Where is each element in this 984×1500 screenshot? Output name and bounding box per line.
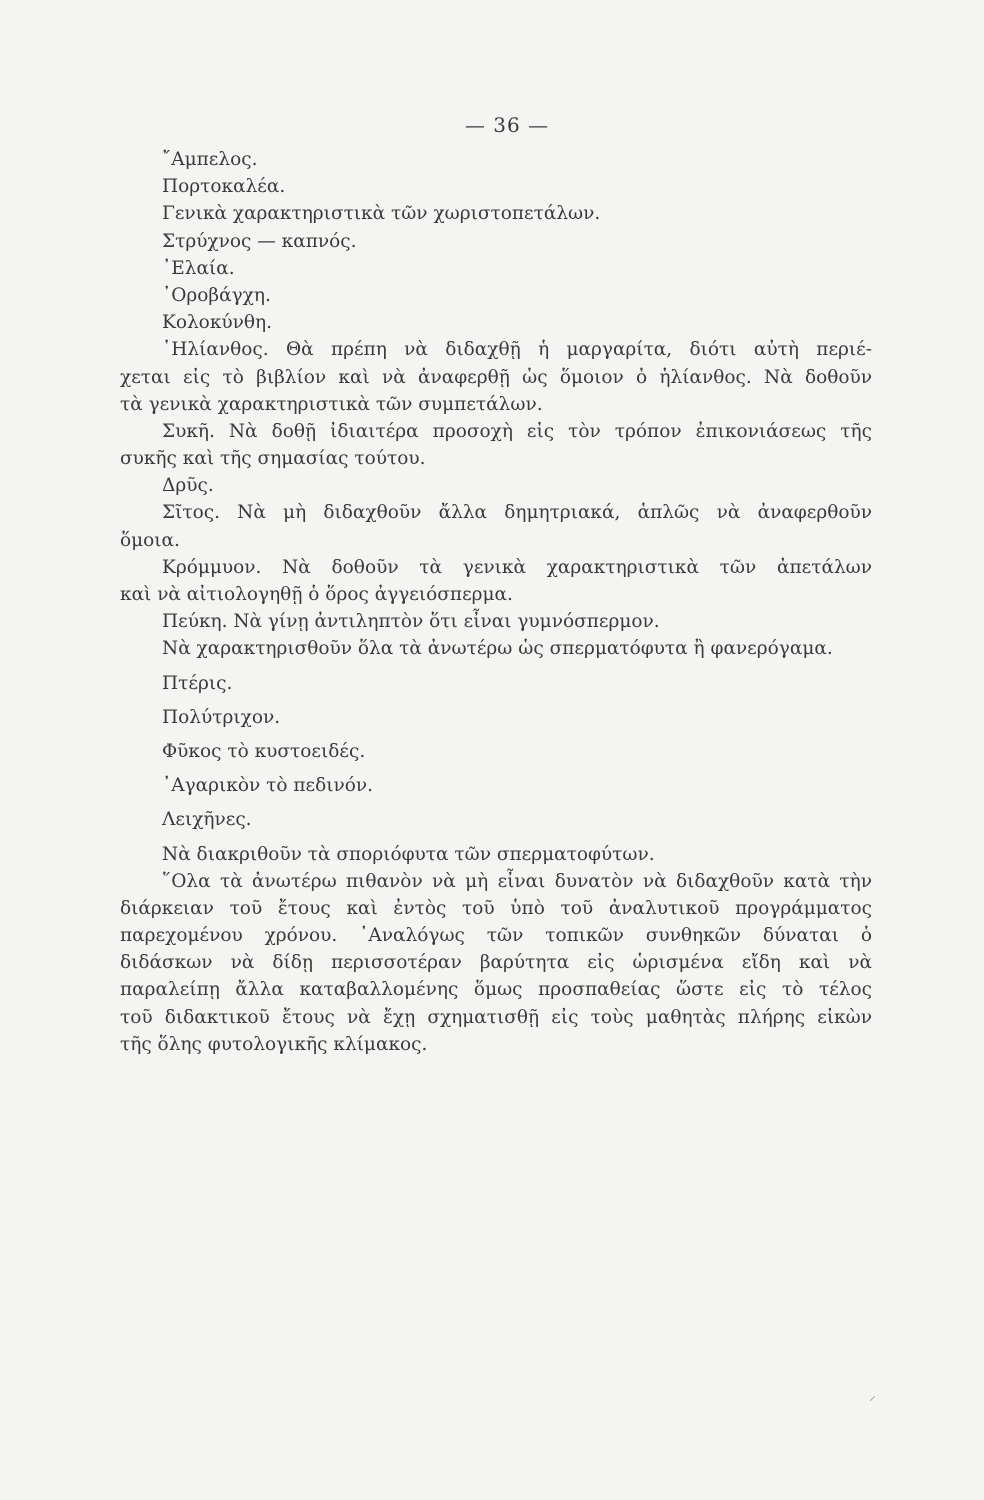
text-line: ῎Αμπελος. xyxy=(162,149,258,170)
text-line: Φῦκος τὸ κυστοειδές. xyxy=(162,740,366,762)
text-line: Κρόμμυον. Νὰ δοθοῦν τὰ γενικὰ χαρακτηριστικὰ τῶν ἀπετάλων xyxy=(162,556,872,578)
body-text xyxy=(120,146,872,1058)
text-line: Νὰ διακριθοῦν τὰ σποριόφυτα τῶν σπερματοφύτων. xyxy=(162,843,655,865)
text-line: Λειχῆνες. xyxy=(162,809,252,831)
text-line: ᾿Οροβάγχη. xyxy=(162,284,271,306)
text-line: χεται εἰς τὸ βιβλίον καὶ νὰ ἀναφερθῇ ὡς ὅμοιον ὁ ἡλίανθος. Νὰ δοθοῦν xyxy=(120,366,872,388)
text-line: Γενικὰ χαρακτηριστικὰ τῶν χωριστοπετάλων. xyxy=(162,203,601,225)
text-line: παραλείπῃ ἄλλα καταβαλλομένης ὅμως προσπαθείας ὥστε εἰς τὸ τέλος xyxy=(120,979,872,1001)
text-line: διδάσκων νὰ δίδῃ περισσοτέραν βαρύτητα εἰς ὡρισμένα εἴδη καὶ νὰ xyxy=(120,952,872,974)
text-line: παρεχομένου χρόνου. ᾿Αναλόγως τῶν τοπικῶν συνθηκῶν δύναται ὁ xyxy=(120,925,872,947)
text-line: τῆς ὅλης φυτολογικῆς κλίμακος. xyxy=(120,1033,428,1055)
text-line: Πτέρις. xyxy=(162,672,233,694)
text-line: Κολοκύνθη. xyxy=(162,312,272,334)
text-line: Νὰ χαρακτηρισθοῦν ὅλα τὰ ἀνωτέρω ὡς σπερματόφυτα ἢ φανερόγαμα. xyxy=(162,638,833,660)
text-line: Πολύτριχον. xyxy=(162,706,281,728)
text-line: ὅμοια. xyxy=(120,529,180,551)
text-line: τοῦ διδακτικοῦ ἔτους νὰ ἔχῃ σχηματισθῇ εἰς τοὺς μαθητὰς πλήρης εἰκὼν xyxy=(120,1006,872,1028)
text-line: Πεύκη. Νὰ γίνῃ ἀντιληπτὸν ὅτι εἶναι γυμνόσπερμον. xyxy=(162,611,660,633)
text-line: Δρῦς. xyxy=(162,475,214,497)
page-number: — 36 — xyxy=(464,113,550,137)
text-line: ῾Ηλίανθος. Θὰ πρέπη νὰ διδαχθῇ ἡ μαργαρίτα, διότι αὐτὴ περιέ- xyxy=(162,339,872,361)
text-line: καὶ νὰ αἰτιολογηθῇ ὁ ὅρος ἀγγειόσπερμα. xyxy=(120,584,513,605)
page-blemish-mark: ⸝ xyxy=(869,1388,876,1404)
text-line: τὰ γενικὰ χαρακτηριστικὰ τῶν συμπετάλων. xyxy=(120,393,543,415)
text-line: ᾿Αγαρικὸν τὸ πεδινόν. xyxy=(162,775,374,797)
text-line: ῞Ολα τὰ ἀνωτέρω πιθανὸν νὰ μὴ εἶναι δυνατὸν νὰ διδαχθοῦν κατὰ τὴν xyxy=(162,870,872,892)
text-line: Συκῆ. Νὰ δοθῇ ἰδιαιτέρα προσοχὴ εἰς τὸν τρόπον ἐπικονιάσεως τῆς xyxy=(162,420,872,442)
text-line: ᾿Ελαία. xyxy=(162,257,235,279)
text-line: Πορτοκαλέα. xyxy=(162,176,286,198)
text-line: Σῖτος. Νὰ μὴ διδαχθοῦν ἄλλα δημητριακά, ἁπλῶς νὰ ἀναφερθοῦν xyxy=(162,502,872,524)
text-line: συκῆς καὶ τῆς σημασίας τούτου. xyxy=(120,448,426,470)
text-line: Στρύχνος — καπνός. xyxy=(162,230,357,252)
text-line: διάρκειαν τοῦ ἔτους καὶ ἐντὸς τοῦ ὑπὸ τοῦ ἀναλυτικοῦ προγράμματος xyxy=(120,897,872,919)
